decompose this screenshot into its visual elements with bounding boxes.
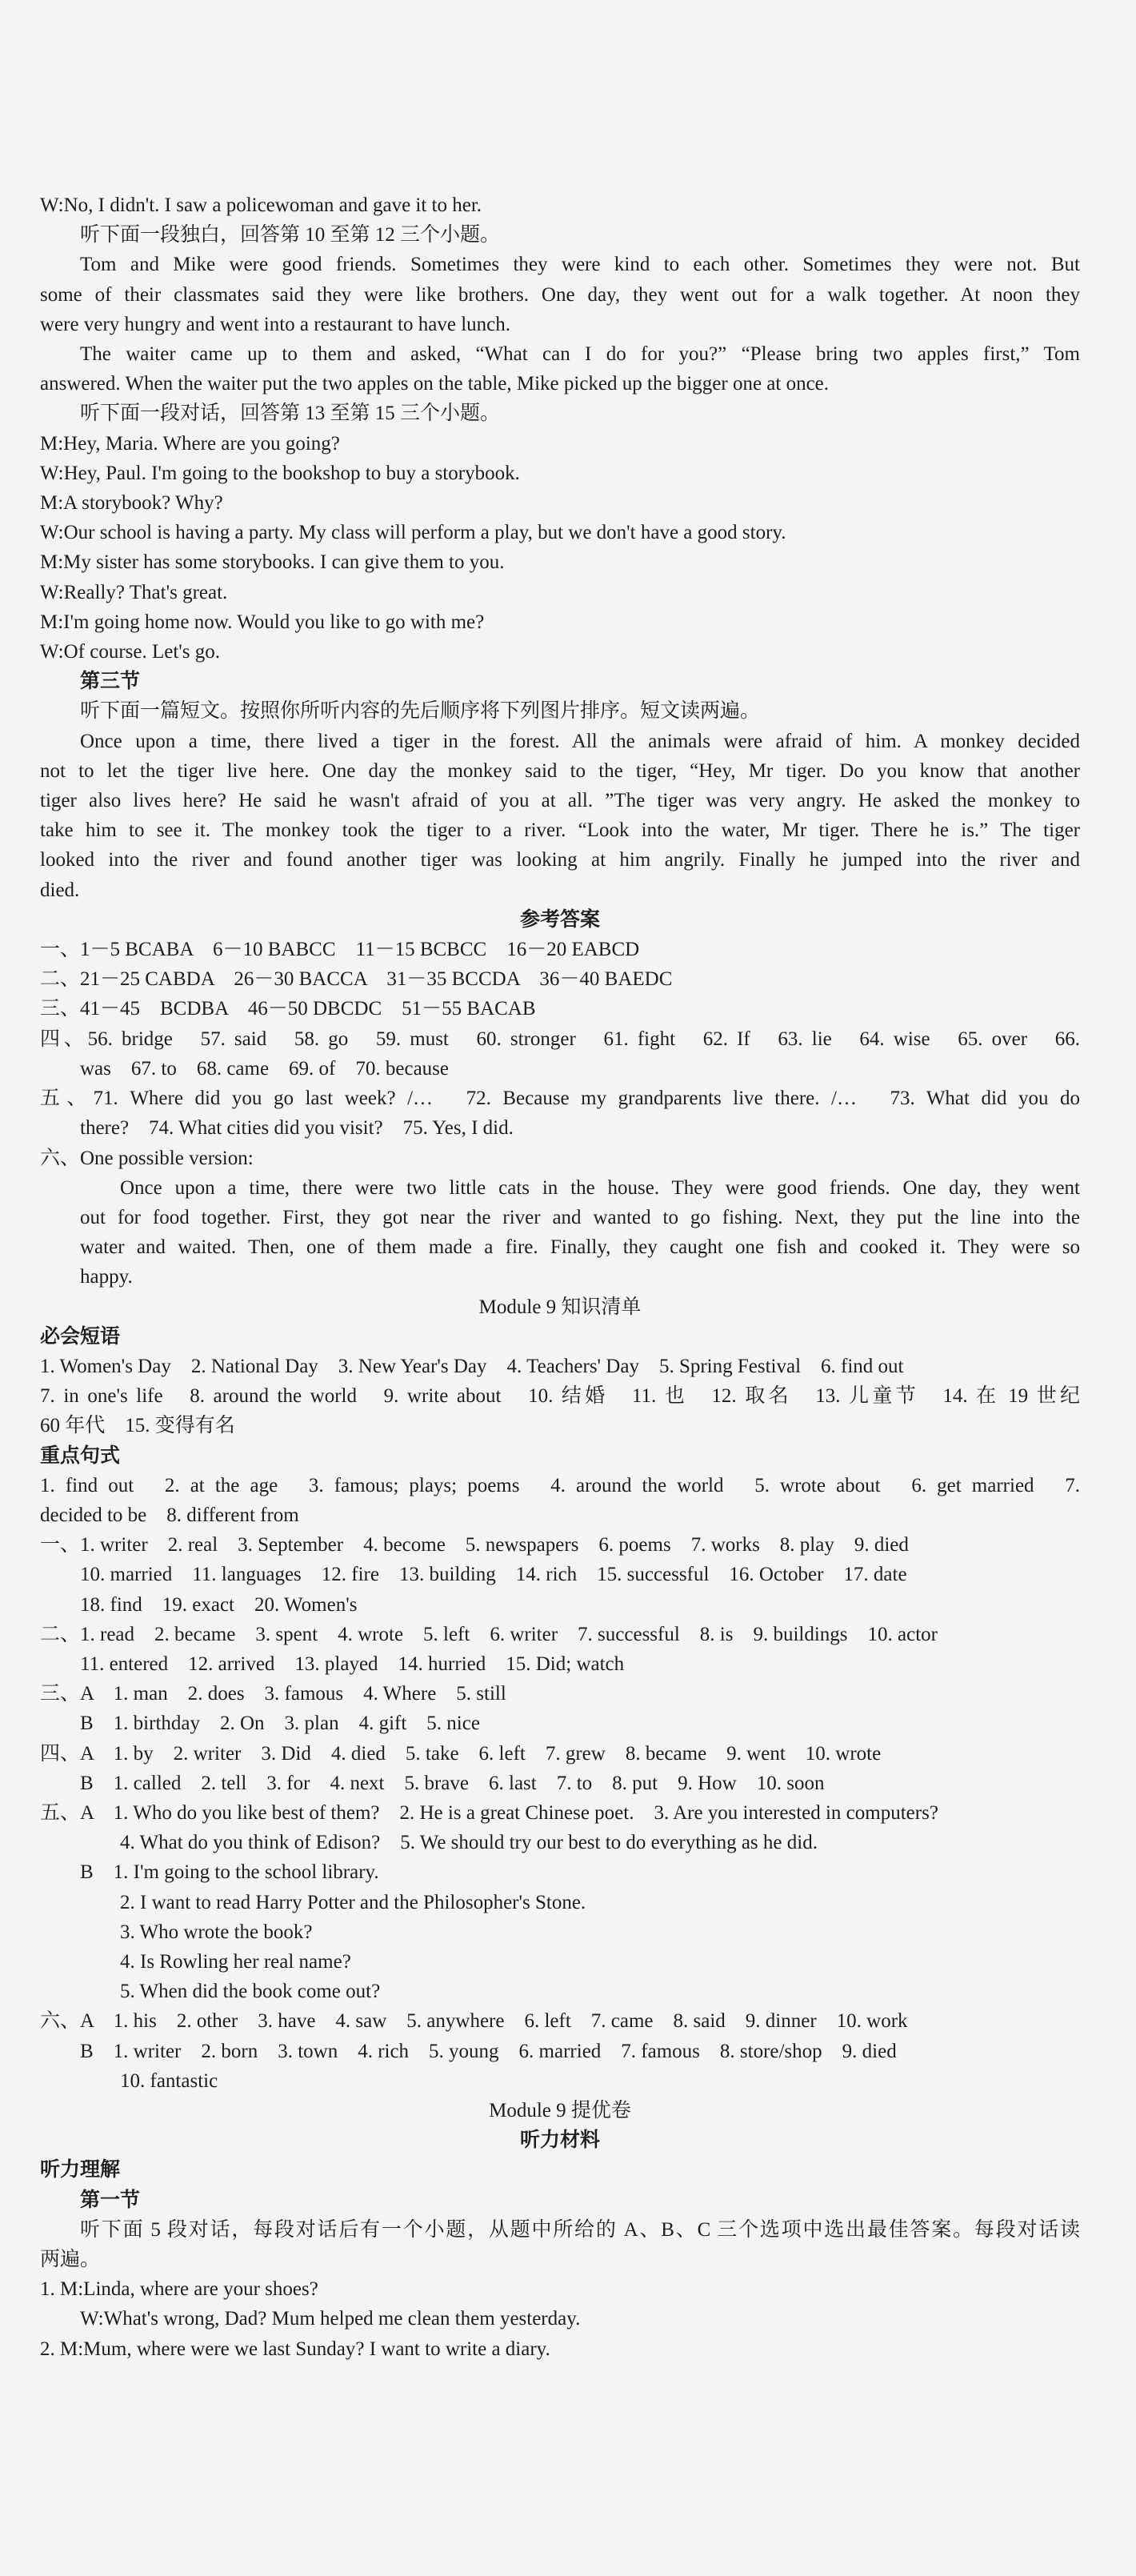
text-line: out for food together. First, they got near the river and wanted to go fishing. Next, they put the line into the — [80, 1206, 1080, 1228]
text-line: tiger also lives here? He said he wasn't afraid of you at all. ”The tiger was very angry. He asked the monkey to — [40, 790, 1080, 812]
text-line: 听下面一段独白，回答第 10 至第 12 三个小题。 — [80, 224, 501, 246]
text-line: The waiter came up to them and asked, “What can I do for you?” “Please bring two apples first,” Tom — [80, 343, 1080, 366]
text-line: Tom and Mike were good friends. Sometimes they were kind to each other. Sometimes they were not. But — [80, 254, 1080, 276]
text-line: 重点句式 — [40, 1444, 121, 1467]
text-line: decided to be 8. different from — [40, 1504, 299, 1526]
text-line: Once upon a time, there were two little cats in the house. They were good friends. One day, they went — [120, 1176, 1080, 1199]
text-line: 第一节 — [80, 2189, 141, 2211]
text-line: 四、A 1. by 2. writer 3. Did 4. died 5. take 6. left 7. grew 8. became 9. went 10. wrote — [40, 1742, 882, 1765]
text-line: there? 74. What cities did you visit? 75. Yes, I did. — [80, 1117, 514, 1140]
text-line: 听下面一段对话，回答第 13 至第 15 三个小题。 — [80, 403, 501, 425]
text-line: 第三节 — [80, 671, 141, 693]
text-line: W:What's wrong, Dad? Mum helped me clean them yesterday. — [80, 2308, 581, 2330]
text-line: 必会短语 — [40, 1325, 121, 1348]
text-line: water and waited. Then, one of them made a fire. Finally, they caught one fish and cooked it. They were so — [80, 1236, 1080, 1259]
text-line: 参考答案 — [519, 908, 600, 931]
document-page — [40, 190, 1080, 2364]
text-line: 两遍。 — [40, 2249, 101, 2271]
text-line: 1. Women's Day 2. National Day 3. New Year's Day 4. Teachers' Day 5. Spring Festival 6. find out — [40, 1355, 904, 1377]
text-line: 1. M:Linda, where are your shoes? — [40, 2278, 318, 2301]
text-line: 4. What do you think of Edison? 5. We should try our best to do everything as he did. — [120, 1832, 818, 1854]
text-line: 六、One possible version: — [40, 1147, 254, 1169]
text-line: B 1. birthday 2. On 3. plan 4. gift 5. nice — [80, 1713, 480, 1735]
text-line: looked into the river and found another tiger was looking at him angrily. Finally he jumped into the river and — [40, 849, 1080, 871]
text-line: 四、56. bridge 57. said 58. go 59. must 60. stronger 61. fight 62. If 63. lie 64. wise 65. over 66. — [40, 1028, 1080, 1050]
text-line: B 1. called 2. tell 3. for 4. next 5. brave 6. last 7. to 8. put 9. How 10. soon — [80, 1772, 825, 1794]
text-line: 六、A 1. his 2. other 3. have 4. saw 5. anywhere 6. left 7. came 8. said 9. dinner 10. work — [40, 2010, 908, 2033]
text-line: died. — [40, 879, 80, 901]
text-line: Module 9 知识清单 — [478, 1296, 642, 1318]
text-line: W:Of course. Let's go. — [40, 641, 221, 663]
text-line: B 1. I'm going to the school library. — [80, 1861, 379, 1884]
text-line: 听下面 5 段对话，每段对话后有一个小题，从题中所给的 A、B、C 三个选项中选出最佳答案。每段对话读 — [80, 2218, 1080, 2241]
text-line: W:Hey, Paul. I'm going to the bookshop to buy a storybook. — [40, 462, 520, 484]
text-line: 1. find out 2. at the age 3. famous; plays; poems 4. around the world 5. wrote about 6. get married 7. — [40, 1474, 1080, 1496]
text-line: 10. married 11. languages 12. fire 13. building 14. rich 15. successful 16. October 17. date — [80, 1564, 907, 1586]
text-line: W:No, I didn't. I saw a policewoman and gave it to her. — [40, 194, 482, 216]
text-line: were very hungry and went into a restaurant to have lunch. — [40, 313, 510, 335]
text-line: M:Hey, Maria. Where are you going? — [40, 432, 340, 455]
text-line: 2. I want to read Harry Potter and the Philosopher's Stone. — [120, 1891, 586, 1913]
text-line: 18. find 19. exact 20. Women's — [80, 1593, 358, 1616]
text-line: 三、A 1. man 2. does 3. famous 4. Where 5. still — [40, 1683, 506, 1705]
text-line: M:I'm going home now. Would you like to go with me? — [40, 611, 485, 633]
text-line: M:A storybook? Why? — [40, 492, 223, 515]
text-line: 4. Is Rowling her real name? — [120, 1950, 351, 1973]
text-line: 二、21－25 CABDA 26－30 BACCA 31－35 BCCDA 36－40 BAEDC — [40, 968, 673, 991]
text-line: 11. entered 12. arrived 13. played 14. hurried 15. Did; watch — [80, 1653, 625, 1675]
text-line: 听力理解 — [40, 2159, 121, 2181]
text-line: take him to see it. The monkey took the tiger to a river. “Look into the water, Mr tiger. There he is.” The tiger — [40, 819, 1080, 842]
text-line: 60 年代 15. 变得有名 — [40, 1415, 235, 1437]
text-line: 10. fantastic — [120, 2069, 218, 2092]
text-line: 听下面一篇短文。按照你所听内容的先后顺序将下列图片排序。短文读两遍。 — [80, 700, 761, 723]
text-line: Module 9 提优卷 — [489, 2100, 631, 2121]
text-line: W:Really? That's great. — [40, 581, 228, 603]
text-line: W:Our school is having a party. My class will perform a play, but we don't have a good story. — [40, 522, 786, 544]
text-line: 一、1－5 BCABA 6－10 BABCC 11－15 BCBCC 16－20 EABCD — [40, 939, 640, 961]
text-line: M:My sister has some storybooks. I can give them to you. — [40, 551, 505, 574]
text-line: 二、1. read 2. became 3. spent 4. wrote 5. left 6. writer 7. successful 8. is 9. buildings 10. actor — [40, 1623, 938, 1645]
text-line: 五、71. Where did you go last week? /… 72. Because my grandparents live there. /… 73. What did you do — [40, 1088, 1080, 1110]
text-line: 五、A 1. Who do you like best of them? 2. He is a great Chinese poet. 3. Are you interested in computers? — [40, 1801, 938, 1824]
text-line: 7. in one's life 8. around the world 9. write about 10. 结婚 11. 也 12. 取名 13. 儿童节 14. 在 19 世纪 — [40, 1385, 1080, 1408]
text-line: 3. Who wrote the book? — [120, 1921, 313, 1943]
text-line: some of their classmates said they were like brothers. One day, they went out for a walk together. At noon they — [40, 283, 1080, 306]
text-line: 2. M:Mum, where were we last Sunday? I want to write a diary. — [40, 2338, 550, 2360]
text-line: B 1. writer 2. born 3. town 4. rich 5. young 6. married 7. famous 8. store/shop 9. died — [80, 2040, 897, 2062]
text-line: was 67. to 68. came 69. of 70. because — [80, 1057, 449, 1080]
text-line: answered. When the waiter put the two apples on the table, Mike picked up the bigger one at once. — [40, 373, 830, 395]
text-line: happy. — [80, 1266, 133, 1288]
text-line: 5. When did the book come out? — [120, 1981, 381, 2003]
text-line: 一、1. writer 2. real 3. September 4. become 5. newspapers 6. poems 7. works 8. play 9. died — [40, 1534, 909, 1556]
text-line: 三、41－45 BCDBA 46－50 DBCDC 51－55 BACAB — [40, 998, 536, 1020]
text-line: Once upon a time, there lived a tiger in the forest. All the animals were afraid of him. A monkey decided — [80, 730, 1080, 752]
text-line: not to let the tiger live here. One day the monkey said to the tiger, “Hey, Mr tiger. Do you know that another — [40, 759, 1080, 782]
text-line: 听力材料 — [519, 2129, 600, 2152]
